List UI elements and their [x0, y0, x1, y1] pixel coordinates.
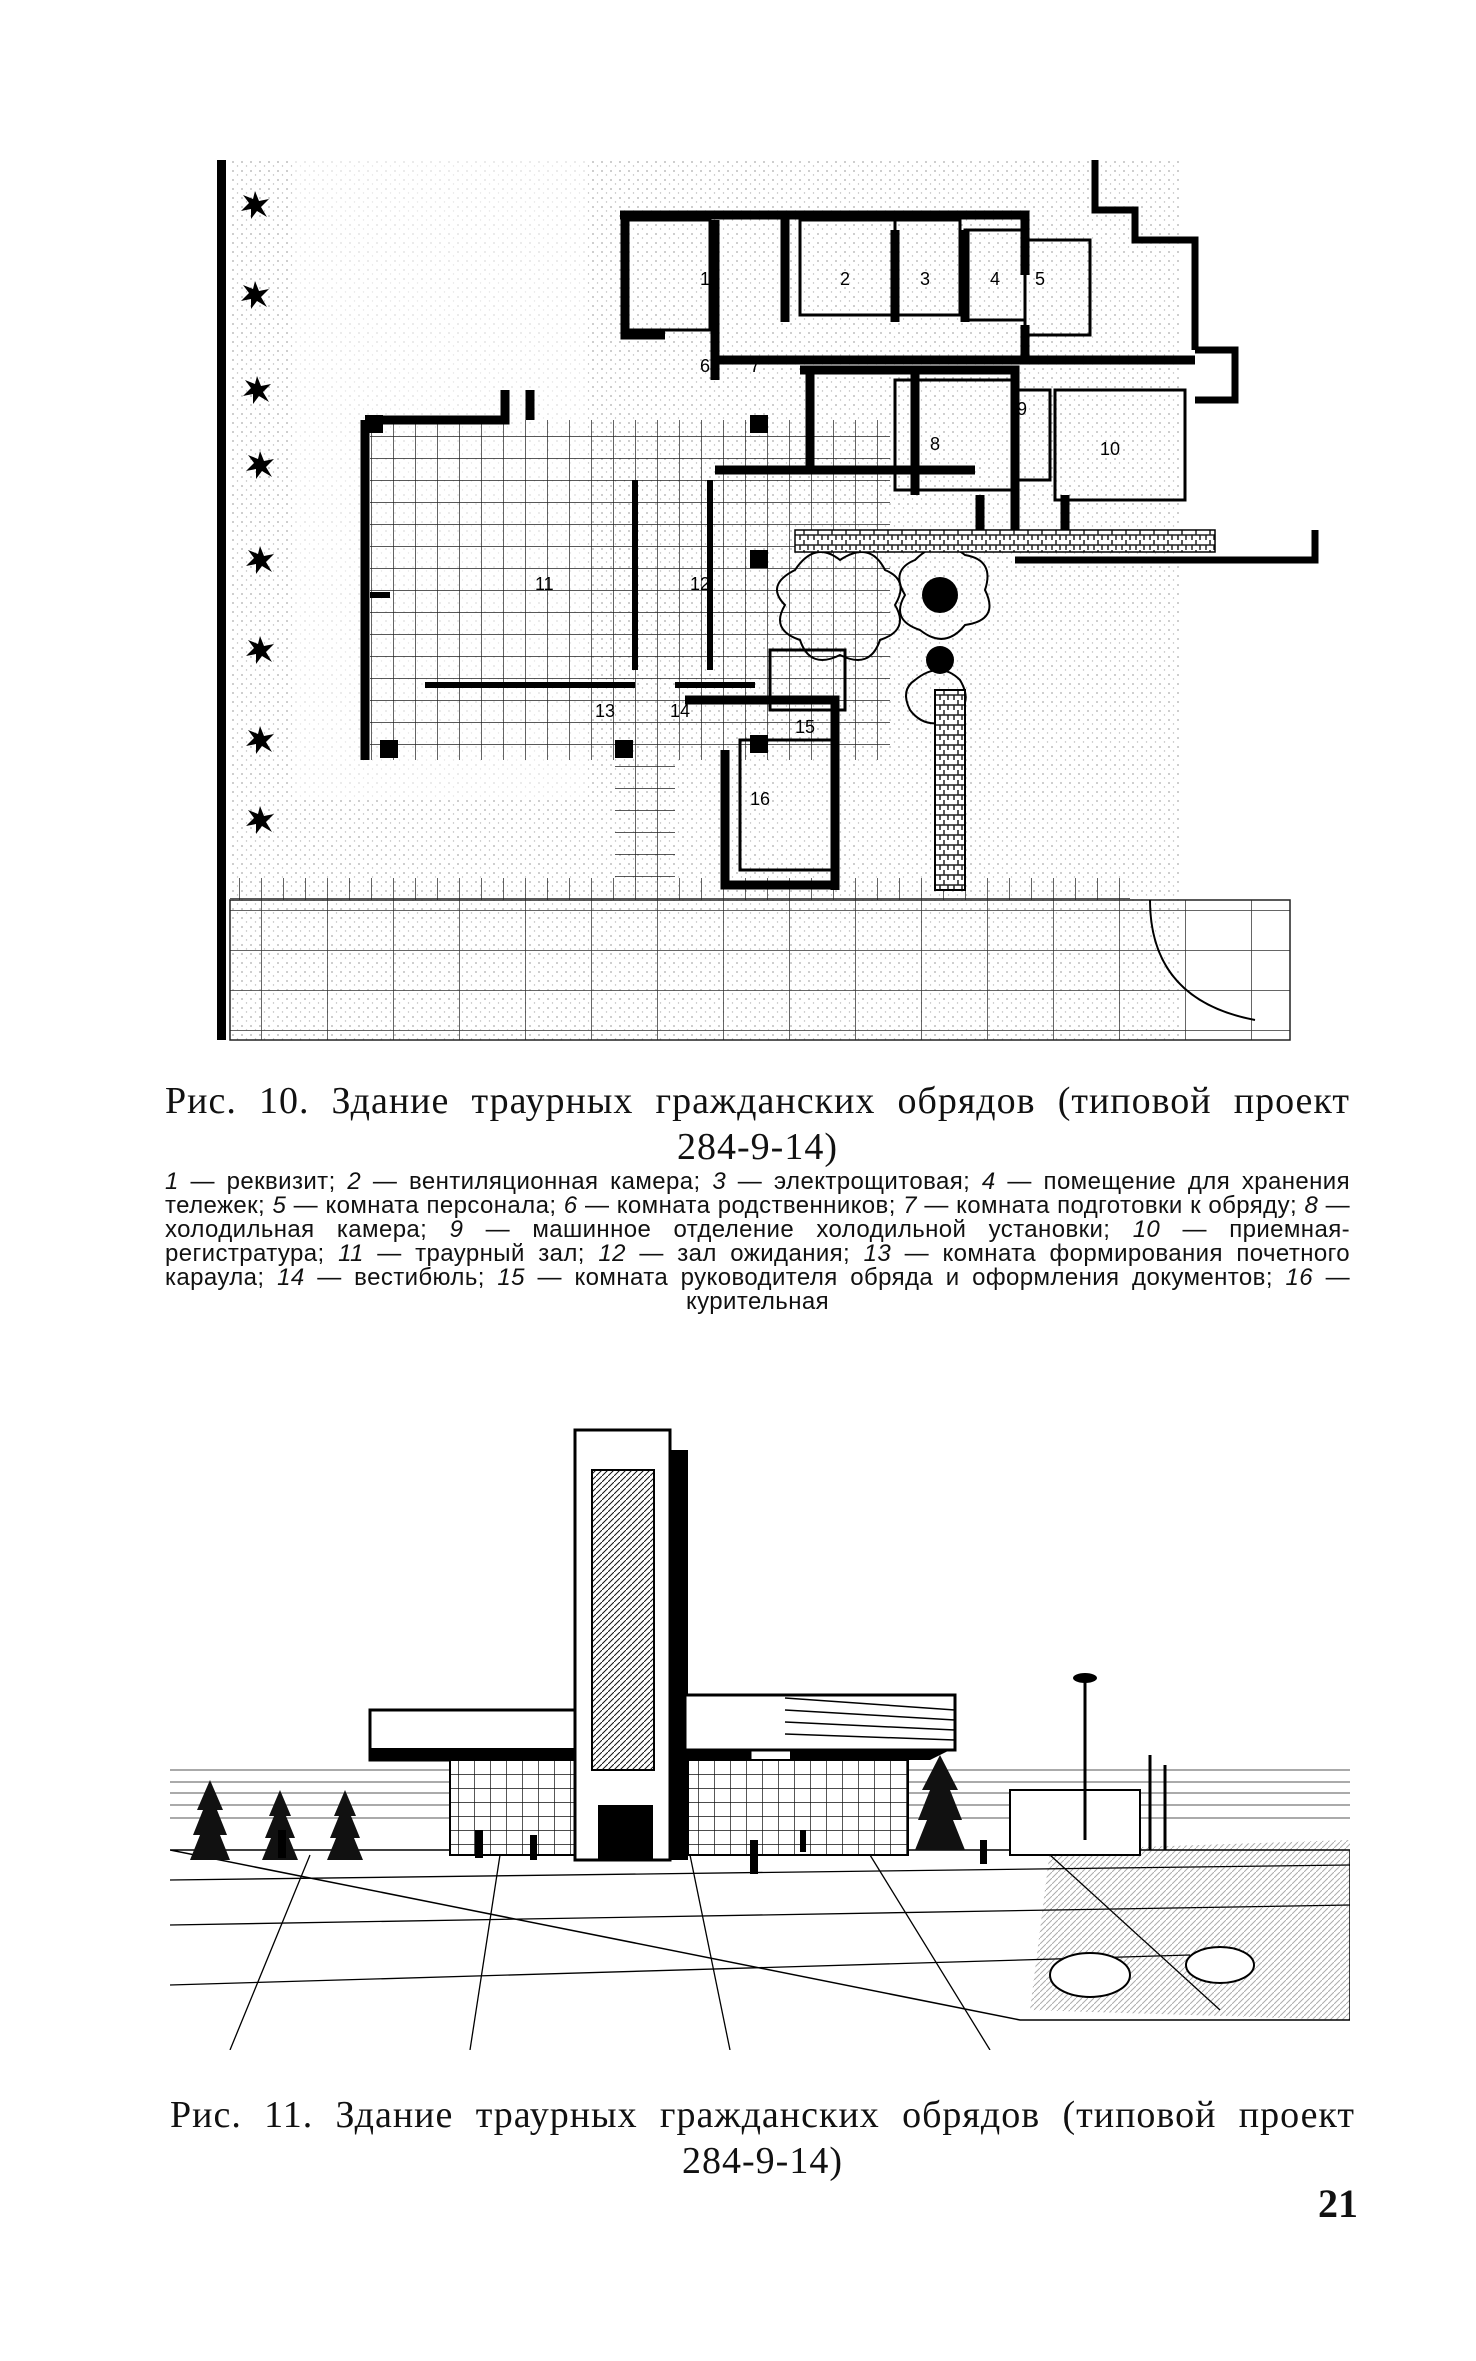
legend-text: — помещение для хранения тележек; — [165, 1168, 1350, 1219]
legend-number: 7 — [903, 1192, 917, 1219]
figure-11-caption-line2: 284-9-14) — [682, 2140, 843, 2182]
legend-text: — зал ожидания; — [625, 1240, 864, 1267]
room-label-8: 8 — [930, 434, 941, 454]
legend-number: 16 — [1285, 1264, 1313, 1291]
room-label-15: 15 — [795, 717, 816, 737]
building-perspective-drawing — [170, 1410, 1350, 2050]
legend-text: — электрощитовая; — [726, 1168, 982, 1195]
room-label-12: 12 — [690, 574, 711, 594]
legend-text: — вестибюль; — [304, 1264, 498, 1291]
legend-text: — комната формирования почетного караула; — [165, 1240, 1350, 1291]
legend-text: — курительная — [685, 1264, 1350, 1315]
room-label-7: 7 — [750, 356, 761, 376]
legend-text: — холодильная камера; — [165, 1192, 1350, 1243]
legend-number: 6 — [563, 1192, 578, 1219]
legend-text: — траурный зал; — [363, 1240, 599, 1267]
room-label-10: 10 — [1100, 439, 1121, 459]
floor-plan-figure — [195, 150, 1325, 1050]
page-number: 21 — [1318, 2181, 1358, 2226]
figure-11-caption — [170, 2092, 1355, 2184]
room-label-2: 2 — [840, 269, 851, 289]
legend-text: — комната подготовки к обряду; — [916, 1192, 1305, 1219]
legend-number: 5 — [272, 1192, 287, 1219]
room-label-3: 3 — [920, 269, 931, 289]
legend-number: 9 — [449, 1216, 464, 1243]
legend-number: 13 — [863, 1240, 892, 1267]
figure-10-caption — [165, 1078, 1350, 1170]
legend-text: — приемная-регистратура; — [165, 1216, 1350, 1267]
legend-number: 10 — [1132, 1216, 1161, 1243]
legend-number: 3 — [712, 1168, 727, 1195]
legend-number: 15 — [497, 1264, 525, 1291]
figure-11-caption-line1: Рис. 11. Здание траурных гражданских обрядов (типовой проект — [170, 2094, 1355, 2136]
room-label-5: 5 — [1035, 269, 1046, 289]
legend-number: 11 — [338, 1240, 364, 1267]
figure-10-legend — [165, 1170, 1350, 1314]
legend-number: 12 — [598, 1240, 626, 1267]
legend-number: 8 — [1304, 1192, 1319, 1219]
legend-number: 1 — [165, 1168, 179, 1195]
legend-text: — реквизит; — [178, 1168, 348, 1195]
legend-number: 14 — [277, 1264, 305, 1291]
floor-plan-drawing — [195, 150, 1325, 1050]
room-label-1: 1 — [700, 269, 711, 289]
legend-number: 4 — [981, 1168, 996, 1195]
legend-text: — комната родственников; — [577, 1192, 904, 1219]
legend-text: — машинное отделение холодильной установки; — [463, 1216, 1133, 1243]
room-label-9: 9 — [1017, 399, 1028, 419]
legend-text: — комната руководителя обряда и оформления документов; — [524, 1264, 1286, 1291]
boundary-wall — [217, 160, 226, 1040]
building-perspective-figure — [170, 1410, 1350, 2050]
figure-10-caption-line1: Рис. 10. Здание траурных гражданских обрядов (типовой проект — [165, 1080, 1350, 1122]
legend-text: — комната персонала; — [286, 1192, 564, 1219]
room-label-16: 16 — [750, 789, 771, 809]
room-label-13: 13 — [595, 701, 616, 721]
legend-number: 2 — [347, 1168, 362, 1195]
room-label-14: 14 — [670, 701, 691, 721]
legend-text: — вентиляционная камера; — [361, 1168, 713, 1195]
figure-10-caption-line2: 284-9-14) — [677, 1126, 838, 1168]
room-label-6: 6 — [700, 356, 711, 376]
room-label-4: 4 — [990, 269, 1001, 289]
room-label-11: 11 — [535, 574, 554, 594]
